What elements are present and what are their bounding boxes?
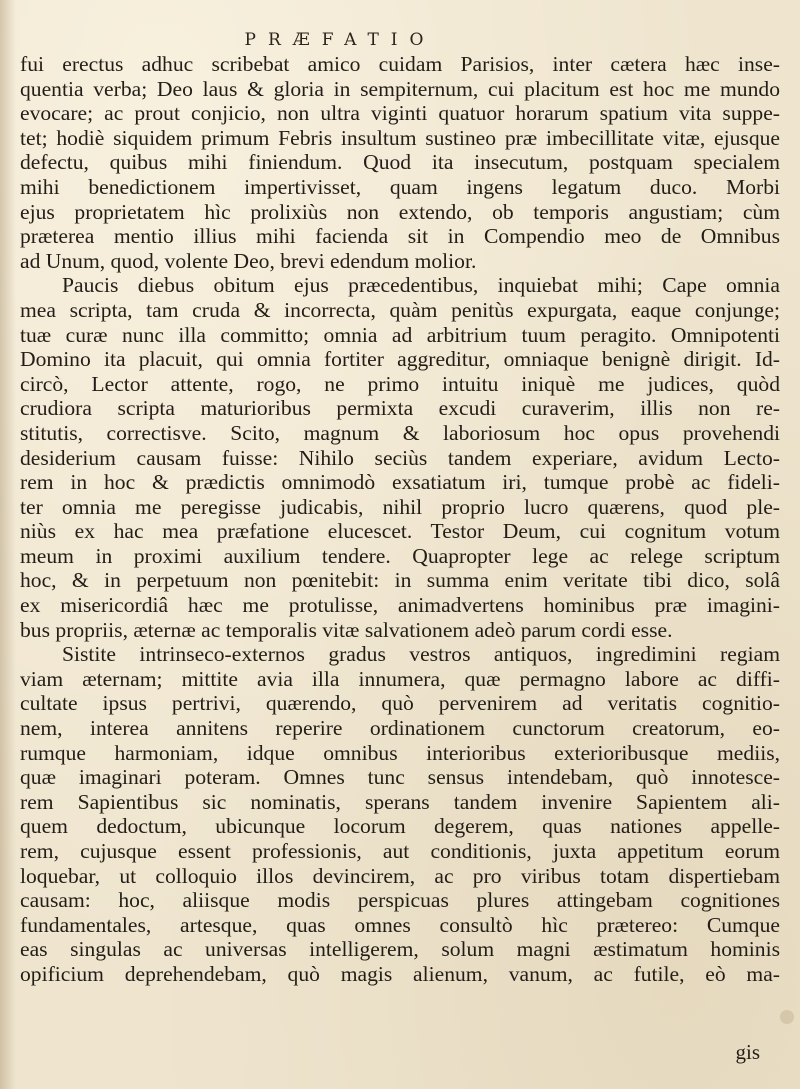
text-line: desiderium causam fuisse: Nihilo seciùs tandem experiare, avidum Lecto- (20, 445, 780, 470)
text-line: Paucis diebus obitum ejus præcedentibus, inquiebat mihi; Cape omnia (62, 273, 780, 298)
text-line: tet; hodiè siquidem primum Febris insultum sustineo præ imbecillitate vitæ, ejusque (20, 125, 780, 150)
text-line: mea scripta, tam cruda & incorrecta, quàm penitùs expurgata, eaque conjunge; (20, 297, 780, 322)
text-line: ex misericordiâ hæc me protulisse, animadvertens hominibus præ imagini- (20, 593, 780, 618)
binding-shadow (0, 0, 16, 1089)
text-line: viam æternam; mittite avia illa innumera, quæ permagno labore ac diffi- (20, 666, 780, 691)
text-line: causam: hoc, aliisque modis perspicuas plures attingebam cognitiones (20, 888, 780, 913)
text-line: quæ imaginari poteram. Omnes tunc sensus intendebam, quò innotesce- (20, 765, 780, 790)
text-line: bus propriis, æternæ ac temporalis vitæ salvationem adeò parum cordi esse. (20, 617, 673, 642)
catchword: gis (735, 1040, 760, 1064)
text-line: meum in proximi auxilium tendere. Quapropter lege ac relege scriptum (20, 543, 780, 568)
text-line: rem, cujusque essent professionis, aut conditionis, juxta appetitum eorum (20, 839, 780, 863)
paper-stain (780, 1010, 794, 1024)
text-line: ter omnia me peregisse judicabis, nihil proprio lucro quærens, quod ple- (20, 494, 780, 519)
text-line: opificium deprehendebam, quò magis alienum, vanum, ac futile, eò ma- (20, 961, 780, 986)
text-line: nem, interea annitens reperire ordinationem cunctorum creatorum, eo- (20, 716, 780, 741)
text-line: crudiora scripta maturioribus permixta excudi curaverim, illis non re- (20, 396, 780, 421)
text-line: evocare; ac prout conjicio, non ultra viginti quatuor horarum spatium vita suppe- (20, 101, 780, 126)
text-line: stitutis, correctisve. Scito, magnum & laboriosum hoc opus provehendi (20, 420, 780, 445)
text-line: eas singulas ac universas intelligerem, solum magni æstimatum hominis (20, 937, 780, 962)
text-line: Sistite intrinseco-externos gradus vestros antiquos, ingredimini regiam (62, 642, 780, 667)
text-line: rumque harmoniam, idque omnibus interioribus exterioribusque mediis, (20, 740, 780, 765)
text-line: ejus proprietatem hìc prolixiùs non extendo, ob temporis angustiam; cùm (20, 199, 780, 224)
text-line: loquebar, ut colloquio illos devincirem, ac pro viribus totam dispertiebam (20, 863, 780, 888)
text-line: Domino ita placuit, qui omnia fortiter aggreditur, omniaque benignè dirigit. Id- (20, 347, 780, 372)
body-text (20, 52, 780, 987)
text-line: hoc, & in perpetuum non pœnitebit: in summa enim veritate tibi dico, solâ (20, 568, 780, 593)
text-line: quentia verba; Deo laus & gloria in sempiternum, cui placitum est hoc me mundo (20, 76, 780, 101)
text-line: tuæ curæ nunc illa committo; omnia ad arbitrium tuum peragito. Omnipotenti (20, 322, 780, 347)
text-line: fui erectus adhuc scribebat amico cuidam Parisios, inter cætera hæc inse- (20, 52, 780, 76)
text-line: mihi benedictionem impertivisset, quam ingens legatum duco. Morbi (20, 174, 780, 199)
text-line: rem in hoc & prædictis omnimodò exsatiatum iri, tumque probè ac fideli- (20, 470, 780, 495)
text-line: præterea mentio illius mihi facienda sit in Compendio meo de Omnibus (20, 224, 780, 249)
text-line: circò, Lector attente, rogo, ne primo intuitu iniquè me judices, quòd (20, 371, 780, 396)
text-line: niùs ex hac mea præfatione elucescet. Testor Deum, cui cognitum votum (20, 519, 780, 544)
text-line: defectu, quibus mihi finiendum. Quod ita insecutum, postquam specialem (20, 150, 780, 175)
text-line: rem Sapientibus sic nominatis, sperans tandem invenire Sapientem ali- (20, 789, 780, 814)
text-line: fundamentales, artesque, quas omnes consultò hìc prætereo: Cumque (20, 912, 780, 937)
text-line: cultate ipsus pertrivi, quærendo, quò pervenirem ad veritatis cognitio- (20, 691, 780, 716)
text-line: quem dedoctum, ubicunque locorum degerem, quas nationes appelle- (20, 814, 780, 839)
text-line: ad Unum, quod, volente Deo, brevi edendum molior. (20, 248, 477, 273)
running-header: PRÆFATIO (244, 30, 436, 50)
